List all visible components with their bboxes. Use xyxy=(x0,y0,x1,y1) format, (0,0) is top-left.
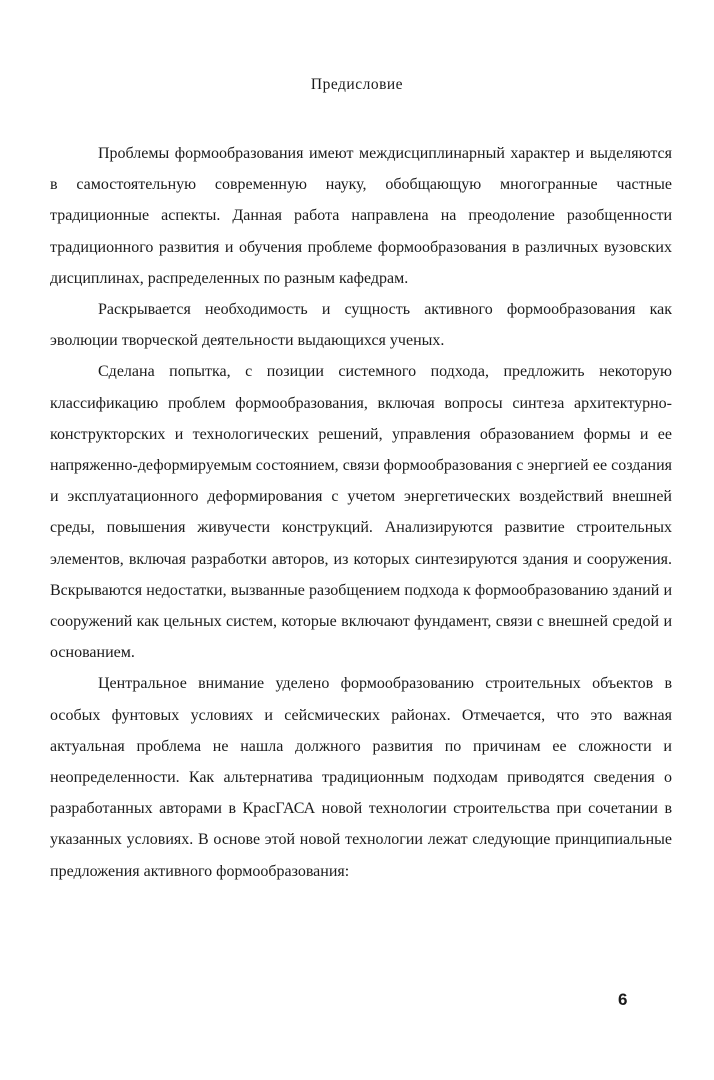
page-title: Предисловие xyxy=(310,76,404,93)
body-text xyxy=(50,138,672,887)
page-number: 6 xyxy=(618,990,628,1009)
paragraph-2: Раскрывается необходимость и сущность активного формообразования как эволюции творческой деятельности выдающихся ученых. xyxy=(50,301,672,350)
paragraph-3: Сделана попытка, с позиции системного подхода, предложить некоторую классификацию проблем формообразования, включая вопросы синтеза архитектурно-конструкторских и технологических решений, управления образованием формы и ее напряженно-деформируемым состоянием, связи формообразования с энергией ее создания и эксплуатационного деформирования с учетом энергетических воздействий внешней среды, повышения живучести конструкций. Анализируются развитие строительных элементов, включая разработки авторов, из которых синтезируются здания и сооружения. Вскрываются недостатки, вызванные разобщением подхода к формообразованию зданий и сооружений как цельных систем, которые включают фундамент, связи с внешней средой и основанием. xyxy=(50,363,672,662)
paragraph-1: Проблемы формообразования имеют междисциплинарный характер и выделяются в самостоятельную современную науку, обобщающую многогранные частные традиционные аспекты. Данная работа направлена на преодоление разобщенности традиционного развития и обучения проблеме формообразования в различных вузовских дисциплинах, распределенных по разным кафедрам. xyxy=(50,145,672,287)
paragraph-4: Центральное внимание уделено формообразованию строительных объектов в особых фунтовых условиях и сейсмических районах. Отмечается, что это важная актуальная проблема не нашла должного развития по причинам ее сложности и неопределенности. Как альтернатива традиционным подходам приводятся сведения о разработанных авторами в КрасГАСА новой технологии строительства при сочетании в указанных условиях. В основе этой новой технологии лежат следующие принципиальные предложения активного формообразования: xyxy=(50,675,672,880)
